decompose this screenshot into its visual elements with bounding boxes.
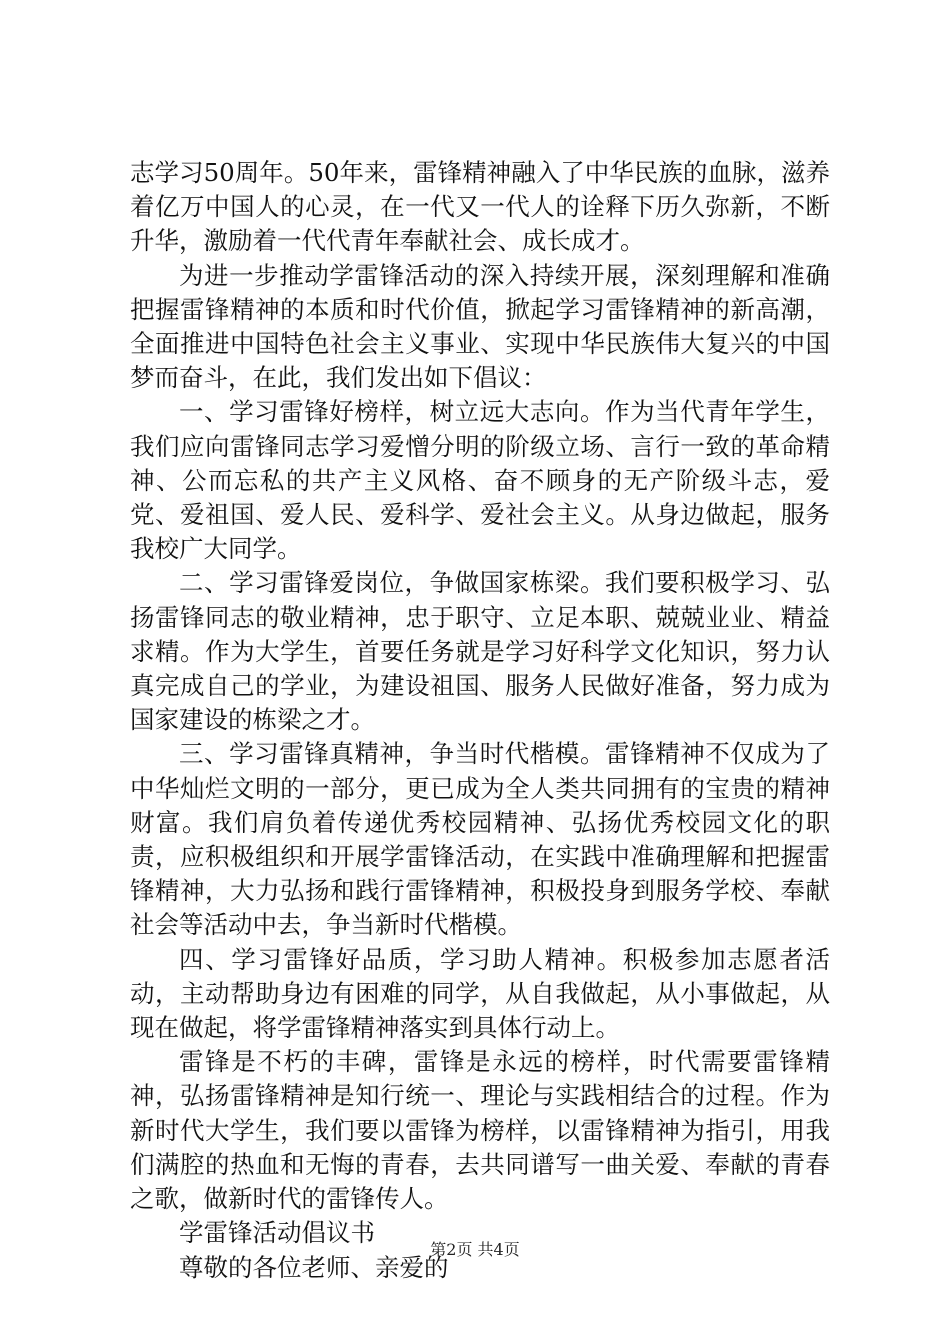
paragraph-intro: 为进一步推动学雷锋活动的深入持续开展，深刻理解和准确把握雷锋精神的本质和时代价值，掀起学习雷锋精神的新高潮，全面推进中国特色社会主义事业、实现中华民族伟大复兴的中国梦而奋斗，在此，我们发出如下倡议： bbox=[130, 260, 830, 393]
greeting-line: 尊敬的各位老师、亲爱的 bbox=[179, 1252, 449, 1282]
paragraph-point-3: 三、学习雷锋真精神，争当时代楷模。雷锋精神不仅成为了中华灿烂文明的一部分，更已成为全人类共同拥有的宝贵的精神财富。我们肩负着传递优秀校园精神、弘扬优秀校园文化的职责，应积极组织和开展学雷锋活动，在实践中准确理解和把握雷锋精神，大力弘扬和践行雷锋精神，积极投身到服务学校、奉献社会等活动中去，争当新时代楷模。 bbox=[130, 739, 830, 940]
paragraph-conclusion: 雷锋是不朽的丰碑，雷锋是永远的榜样，时代需要雷锋精神，弘扬雷锋精神是知行统一、理论与实践相结合的过程。作为新时代大学生，我们要以雷锋为榜样，以雷锋精神为指引，用我们满腔的热血和无悔的青春，去共同谱写一曲关爱、奉献的青春之歌，做新时代的雷锋传人。 bbox=[130, 1047, 830, 1214]
next-section-title: 学雷锋活动倡议书 bbox=[179, 1218, 375, 1248]
paragraph-point-1: 一、学习雷锋好榜样，树立远大志向。作为当代青年学生，我们应向雷锋同志学习爱憎分明的阶级立场、言行一致的革命精神、公而忘私的共产主义风格、奋不顾身的无产阶级斗志，爱党、爱祖国、爱人民、爱科学、爱社会主义。从身边做起，服务我校广大同学。 bbox=[130, 397, 830, 564]
paragraph-continuation: 志学习50周年。50年来，雷锋精神融入了中华民族的血脉，滋养着亿万中国人的心灵，在一代又一代人的诠释下历久弥新，不断升华，激励着一代代青年奉献社会、成长成才。 bbox=[130, 158, 830, 256]
paragraph-point-4: 四、学习雷锋好品质，学习助人精神。积极参加志愿者活动，主动帮助身边有困难的同学，从自我做起，从小事做起，从现在做起，将学雷锋精神落实到具体行动上。 bbox=[130, 944, 830, 1043]
page-number-footer: 第2页 共4页 bbox=[430, 1240, 520, 1259]
paragraph-point-2: 二、学习雷锋爱岗位，争做国家栋梁。我们要积极学习、弘扬雷锋同志的敬业精神，忠于职守、立足本职、兢兢业业、精益求精。作为大学生，首要任务就是学习好科学文化知识，努力认真完成自己的学业，为建设祖国、服务人民做好准备，努力成为国家建设的栋梁之才。 bbox=[130, 568, 830, 735]
document-body bbox=[130, 156, 830, 1285]
